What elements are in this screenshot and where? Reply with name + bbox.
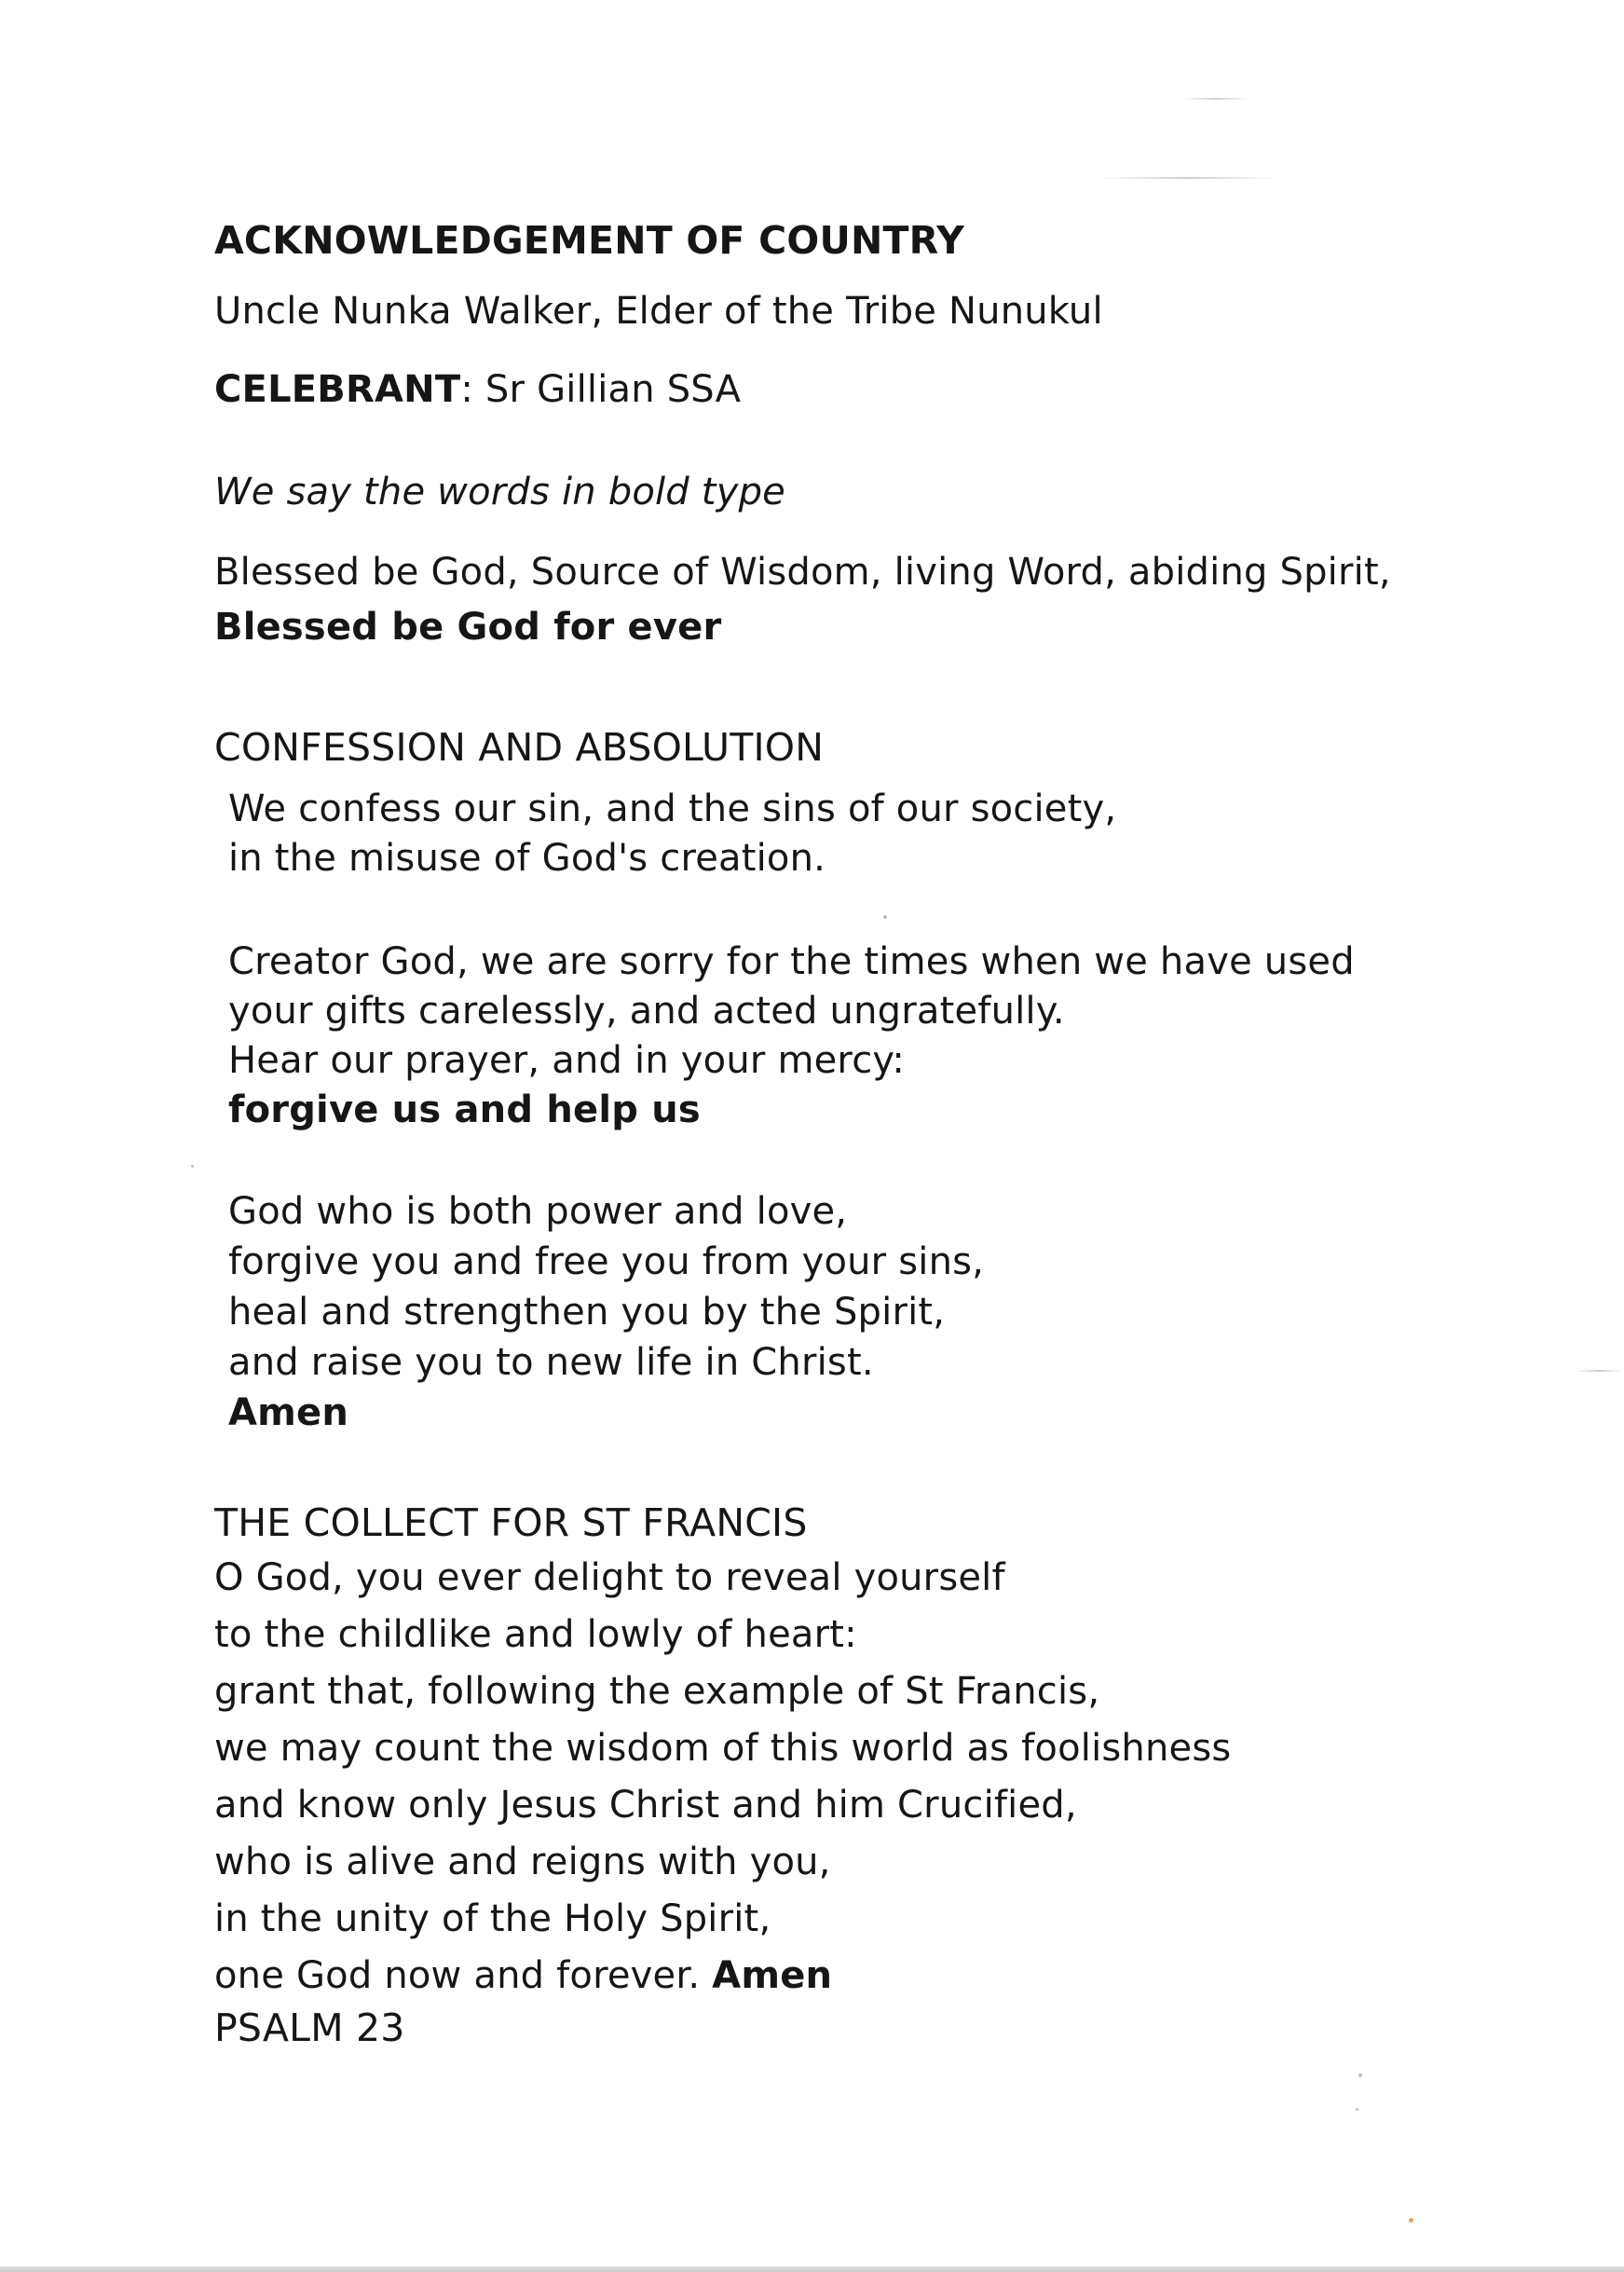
instruction-text: We say the words in bold type [214, 471, 785, 513]
celebrant-label: CELEBRANT [214, 368, 461, 411]
absolution-line: forgive you and free you from your sins, [228, 1240, 985, 1283]
collect-amen: Amen [712, 1954, 833, 1997]
absolution-line: heal and strengthen you by the Spirit, [228, 1291, 946, 1334]
scan-smudge [1183, 98, 1249, 100]
collect-line: grant that, following the example of St Francis, [214, 1670, 1100, 1713]
scan-speck [1409, 2218, 1413, 2223]
scan-bottom-edge [0, 2266, 1624, 2272]
absolution-line: and raise you to new life in Christ. [228, 1341, 874, 1384]
scan-smudge [1099, 177, 1276, 179]
celebrant-name: Sr Gillian SSA [484, 368, 742, 411]
opening-response: Blessed be God for ever [214, 606, 722, 649]
confession-intro-line: in the misuse of God's creation. [228, 837, 826, 880]
confession-heading: CONFESSION AND ABSOLUTION [214, 725, 825, 770]
confession-prayer-line: Creator God, we are sorry for the times when we have used [228, 940, 1355, 983]
collect-line: in the unity of the Holy Spirit, [214, 1897, 771, 1940]
psalm-heading: PSALM 23 [214, 2005, 405, 2050]
collect-line: to the childlike and lowly of heart: [214, 1613, 857, 1656]
absolution-line: God who is both power and love, [228, 1190, 848, 1233]
celebrant-colon: : [460, 368, 473, 411]
confession-prayer-line: your gifts carelessly, and acted ungratefully. [228, 990, 1065, 1033]
collect-line: O God, you ever delight to reveal yourself [214, 1556, 1005, 1599]
acknowledgement-text: Uncle Nunka Walker, Elder of the Tribe Nunukul [214, 290, 1103, 333]
collect-line: and know only Jesus Christ and him Crucified, [214, 1784, 1077, 1827]
absolution-amen: Amen [228, 1391, 349, 1434]
collect-heading: THE COLLECT FOR ST FRANCIS [214, 1500, 808, 1545]
confession-prayer-line: Hear our prayer, and in your mercy: [228, 1039, 906, 1082]
opening-line: Blessed be God, Source of Wisdom, living Word, abiding Spirit, [214, 551, 1391, 594]
acknowledgement-heading: ACKNOWLEDGEMENT OF COUNTRY [214, 218, 965, 263]
collect-line-final [214, 1951, 832, 2000]
scan-speck [1358, 2074, 1362, 2077]
collect-line: we may count the wisdom of this world as foolishness [214, 1727, 1232, 1770]
scan-smudge [1575, 1370, 1624, 1372]
confession-intro-line: We confess our sin, and the sins of our society, [228, 787, 1117, 830]
celebrant-line [214, 365, 741, 414]
scan-speck [191, 1165, 194, 1168]
scan-speck [1356, 2108, 1358, 2111]
collect-line: who is alive and reigns with you, [214, 1841, 831, 1883]
collect-final-text: one God now and forever. [214, 1954, 701, 1997]
confession-response: forgive us and help us [228, 1088, 701, 1131]
scan-speck [883, 915, 887, 919]
